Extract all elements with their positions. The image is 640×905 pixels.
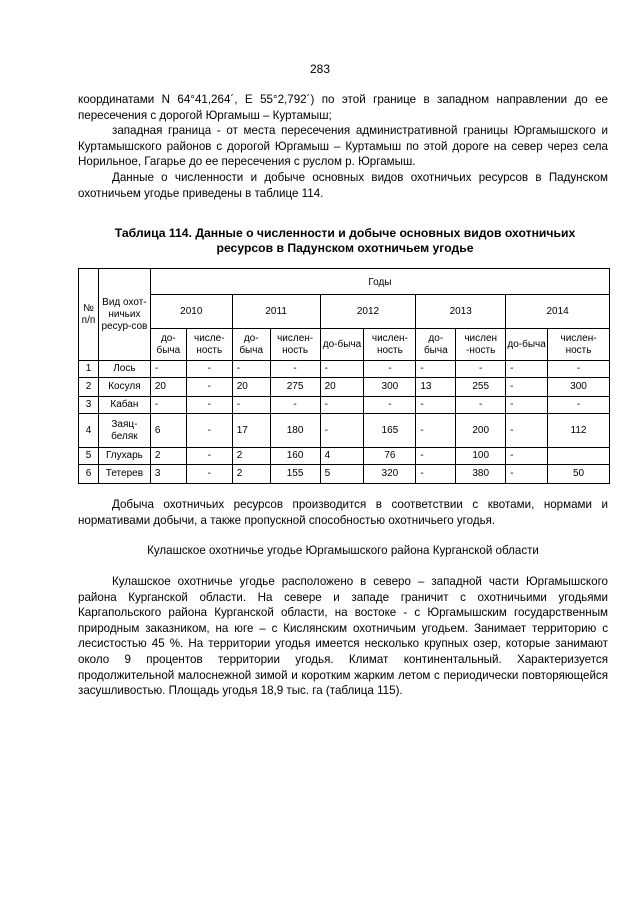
row-number: 6 <box>79 465 99 484</box>
cell-dobycha: - <box>506 465 548 484</box>
table-row <box>79 448 610 465</box>
table-caption <box>70 226 620 256</box>
cell-dobycha: 6 <box>150 414 186 448</box>
row-number: 2 <box>79 378 99 397</box>
header-dobycha: до-быча <box>320 329 364 361</box>
header-dobycha: до-быча <box>416 329 456 361</box>
table-row <box>79 397 610 414</box>
cell-dobycha: - <box>320 361 364 378</box>
cell-chislennost: 255 <box>456 378 506 397</box>
cell-chislennost: 200 <box>456 414 506 448</box>
header-year-2010: 2010 <box>150 295 232 329</box>
cell-dobycha: - <box>150 397 186 414</box>
section-heading: Кулашское охотничье угодье Юргамышского района Курганской области <box>147 544 539 557</box>
cell-chislennost: - <box>548 361 610 378</box>
cell-chislennost: 300 <box>364 378 416 397</box>
row-species: Лось <box>98 361 150 378</box>
header-year-2013: 2013 <box>416 295 506 329</box>
table-row <box>79 465 610 484</box>
header-chislennost: числен-ность <box>364 329 416 361</box>
table-row <box>79 378 610 397</box>
cell-chislennost: - <box>270 361 320 378</box>
cell-dobycha: 20 <box>232 378 270 397</box>
cell-dobycha: - <box>320 397 364 414</box>
cell-chislennost: - <box>186 465 232 484</box>
cell-chislennost: 100 <box>456 448 506 465</box>
cell-dobycha: - <box>506 361 548 378</box>
cell-chislennost: - <box>364 397 416 414</box>
cell-chislennost: 50 <box>548 465 610 484</box>
cell-dobycha: - <box>150 361 186 378</box>
header-year-2012: 2012 <box>320 295 416 329</box>
after-table-text <box>78 497 608 528</box>
cell-chislennost <box>548 448 610 465</box>
intro-paragraph-1: координатами N 64°41,264´, E 55°2,792´) по этой границе в западном направлении до ее пересечения с дорогой Юргамыш – Куртамыш; <box>78 93 608 122</box>
header-chislennost: числен-ность <box>270 329 320 361</box>
section-text <box>78 574 608 699</box>
cell-dobycha: 2 <box>232 465 270 484</box>
cell-dobycha: 17 <box>232 414 270 448</box>
header-dobycha: до-быча <box>150 329 186 361</box>
intro-paragraph-2: западная граница - от места пересечения административной границы Юргамышского и Куртамышского районов с дорогой Юргамыш – Куртамыш по этой дороге на север через села Норильное, Гагарье до ее пересечения с руслом р. Юргамыш. <box>78 124 608 169</box>
row-species: Косуля <box>98 378 150 397</box>
header-chislennost: числе-ность <box>186 329 232 361</box>
header-chislennost: числен-ность <box>548 329 610 361</box>
cell-chislennost: - <box>186 361 232 378</box>
cell-chislennost: 380 <box>456 465 506 484</box>
header-chislennost: числен -ность <box>456 329 506 361</box>
table-caption-line-1: Таблица 114. Данные о численности и добыче основных видов охотничьих <box>114 226 576 240</box>
cell-chislennost: - <box>186 448 232 465</box>
header-dobycha: до-быча <box>506 329 548 361</box>
table-body <box>79 361 610 484</box>
cell-dobycha: - <box>232 397 270 414</box>
header-years: Годы <box>150 269 609 295</box>
data-table <box>78 268 610 484</box>
page-number: 283 <box>309 62 331 76</box>
row-number: 4 <box>79 414 99 448</box>
cell-dobycha: 13 <box>416 378 456 397</box>
cell-chislennost: 112 <box>548 414 610 448</box>
cell-chislennost: 320 <box>364 465 416 484</box>
cell-chislennost: 300 <box>548 378 610 397</box>
intro-text <box>78 92 608 201</box>
cell-chislennost: 155 <box>270 465 320 484</box>
header-year-2014: 2014 <box>506 295 610 329</box>
row-species: Тетерев <box>98 465 150 484</box>
row-number: 5 <box>79 448 99 465</box>
cell-chislennost: - <box>548 397 610 414</box>
cell-dobycha: 20 <box>150 378 186 397</box>
header-dobycha: до-быча <box>232 329 270 361</box>
cell-chislennost: 160 <box>270 448 320 465</box>
table-row <box>79 414 610 448</box>
after-table-paragraph: Добыча охотничьих ресурсов производится в соответствии с квотами, нормами и нормативами добычи, а также пропускной способностью охотничьего угодья. <box>78 498 608 527</box>
cell-chislennost: - <box>364 361 416 378</box>
cell-chislennost: 275 <box>270 378 320 397</box>
cell-dobycha: - <box>320 414 364 448</box>
row-species: Кабан <box>98 397 150 414</box>
cell-chislennost: 165 <box>364 414 416 448</box>
cell-dobycha: - <box>506 378 548 397</box>
cell-dobycha: - <box>506 397 548 414</box>
header-year-2011: 2011 <box>232 295 320 329</box>
cell-dobycha: - <box>416 414 456 448</box>
cell-chislennost: - <box>456 397 506 414</box>
row-number: 1 <box>79 361 99 378</box>
header-number: № п/п <box>79 269 99 361</box>
cell-chislennost: - <box>186 378 232 397</box>
cell-dobycha: 2 <box>232 448 270 465</box>
cell-chislennost: 76 <box>364 448 416 465</box>
cell-dobycha: - <box>506 448 548 465</box>
cell-dobycha: - <box>506 414 548 448</box>
cell-dobycha: - <box>416 465 456 484</box>
header-species: Вид охот-ничьих ресур-сов <box>98 269 150 361</box>
cell-dobycha: - <box>416 397 456 414</box>
table-caption-line-2: ресурсов в Падунском охотничьем угодье <box>216 241 474 255</box>
table-row <box>79 361 610 378</box>
cell-chislennost: - <box>186 397 232 414</box>
cell-dobycha: 3 <box>150 465 186 484</box>
cell-dobycha: 5 <box>320 465 364 484</box>
cell-chislennost: - <box>186 414 232 448</box>
cell-dobycha: - <box>416 361 456 378</box>
section-paragraph: Кулашское охотничье угодье расположено в северо – западной части Юргамышского района Курганской области. На севере и западе граничит с охотничьими угодьями Каргапольского района Курганской области, на востоке - с Юргамышским государственным природным заказником, на юге – с Кислянским охотничьим угодьем. Занимает территорию с лесистостью 45 %. На территории угодья имеется несколько крупных озер, которые занимают около 9 процентов территории угодья. Климат континентальный. Характеризуется продолжительной малоснежной зимой и коротким жарким летом с периодически повторяющейся засушливостью. Площадь угодья 18,9 тыс. га (таблица 115). <box>78 575 608 698</box>
cell-chislennost: - <box>456 361 506 378</box>
cell-chislennost: - <box>270 397 320 414</box>
intro-paragraph-3: Данные о численности и добыче основных видов охотничьих ресурсов в Падунском охотничьем угодье приведены в таблице 114. <box>78 170 608 200</box>
row-number: 3 <box>79 397 99 414</box>
cell-dobycha: 4 <box>320 448 364 465</box>
cell-dobycha: - <box>416 448 456 465</box>
cell-dobycha: 2 <box>150 448 186 465</box>
row-species: Глухарь <box>98 448 150 465</box>
cell-dobycha: - <box>232 361 270 378</box>
row-species: Заяц-беляк <box>98 414 150 448</box>
cell-dobycha: 20 <box>320 378 364 397</box>
cell-chislennost: 180 <box>270 414 320 448</box>
